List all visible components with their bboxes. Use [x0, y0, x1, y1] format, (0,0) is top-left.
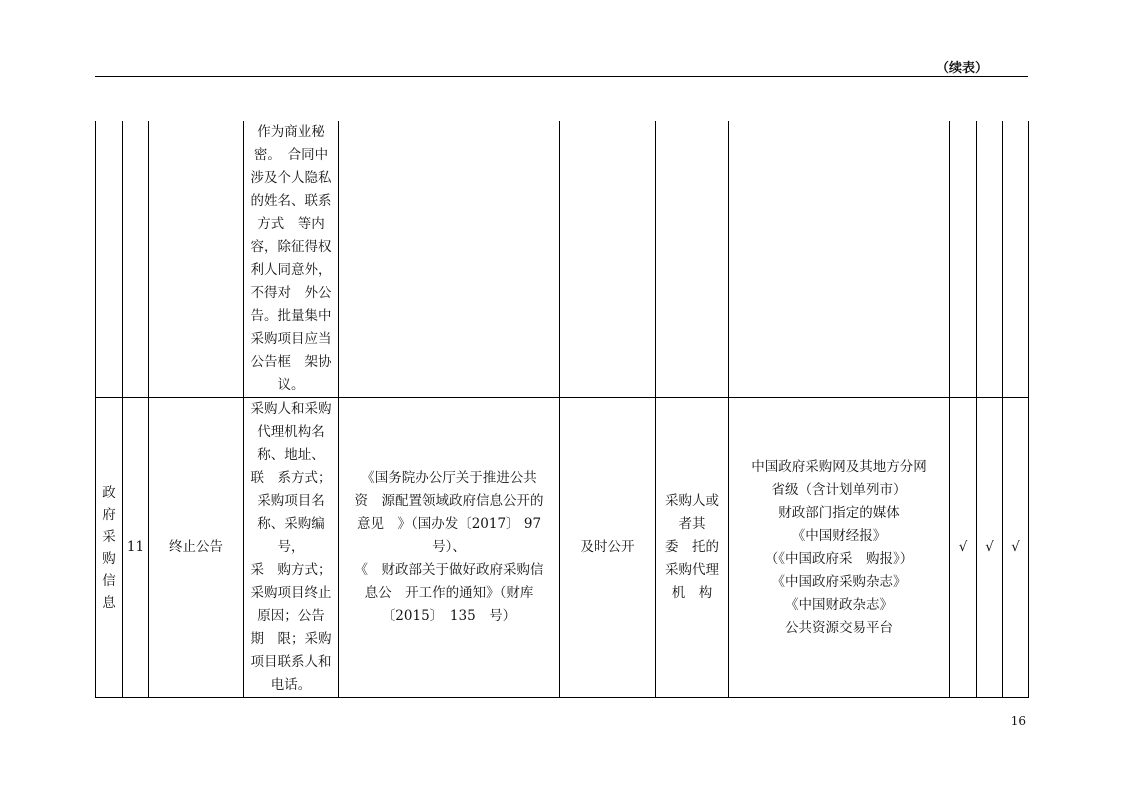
check-mark-2: √	[977, 398, 1003, 698]
page-number: 16	[1010, 714, 1026, 728]
channel-cell: 中国政府采购网及其地方分网 省级（含计划单列市） 财政部门指定的媒体 《中国财经报》 （《中国政府采 购报》） 《中国政府采购杂志》 《中国财政杂志》 公共资源交易平台	[729, 398, 950, 698]
number-cell: 11	[123, 398, 149, 698]
check-mark-1: √	[950, 398, 977, 698]
channel-cell-empty	[729, 121, 950, 398]
table-row-termination	[96, 398, 1029, 698]
timing-cell: 及时公开	[560, 398, 656, 698]
timing-cell-empty	[560, 121, 656, 398]
check-cell-empty-1	[950, 121, 977, 398]
subject-cell: 采购人或 者其 委 托的 采购代理 机 构	[656, 398, 729, 698]
disclosure-table	[95, 121, 1029, 698]
item-cell: 终止公告	[149, 398, 244, 698]
header-rule	[95, 76, 1028, 77]
basis-cell: 《国务院办公厅关于推进公共 资 源配置领域政府信息公开的 意见 》（国办发〔2017〕 97 号）、 《 财政部关于做好政府采购信 息公 开工作的通知》（财库 〔2015〕 135 号）	[339, 398, 560, 698]
content-cell: 采购人和采购 代理机构名 称、地址、 联 系方式； 采购项目名 称、采购编号， 采 购方式； 采购项目终止 原因；公告 期 限；采购 项目联系人和 电话。	[244, 398, 339, 698]
basis-cell-empty	[339, 121, 560, 398]
number-cell-empty	[123, 121, 149, 398]
subject-cell-empty	[656, 121, 729, 398]
continued-table-label: （续表）	[935, 61, 988, 76]
table-row-continued	[96, 121, 1029, 398]
category-cell-empty	[96, 121, 123, 398]
content-cell-continued: 作为商业秘 密。 合同中 涉及个人隐私 的姓名、联系 方式 等内 容，除征得权 利人同意外， 不得对 外公 告。批量集中 采购项目应当 公告框 架协 议。	[244, 121, 339, 398]
check-cell-empty-2	[977, 121, 1003, 398]
category-cell: 政 府 采 购 信 息	[96, 398, 123, 698]
check-mark-3: √	[1003, 398, 1029, 698]
check-cell-empty-3	[1003, 121, 1029, 398]
item-cell-empty	[149, 121, 244, 398]
